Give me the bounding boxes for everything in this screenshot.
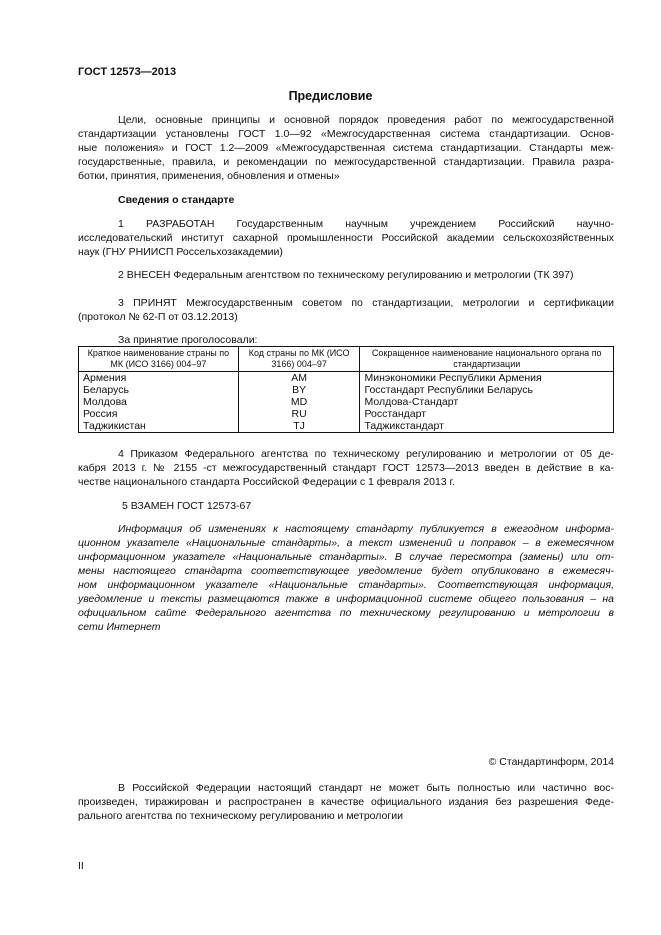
standards-body: Госстандарт Республики Беларусь: [360, 384, 614, 396]
item-1-line: исследовательский институт сахарной промышленности Российской академии сельскохозяйственных: [78, 232, 614, 244]
country-name: Россия: [79, 408, 239, 420]
notice-line: информационном указателе «Национальные стандарты». В случае пересмотра (замены) или от-: [78, 551, 614, 563]
table-row: [79, 372, 614, 385]
intro-line: стандартизации установлены ГОСТ 1.0—92 «Межгосударственная система стандартизации. Основ-: [78, 128, 614, 140]
item-4-line: честве национального стандарта Российской Федерации с 1 февраля 2013 г.: [78, 476, 456, 488]
country-code: TJ: [238, 420, 360, 433]
notice-line: сети Интернет: [78, 621, 161, 633]
vote-table: [78, 346, 614, 433]
intro-paragraph: [78, 113, 614, 183]
info-heading: Сведения о стандарте: [118, 194, 235, 206]
item-4-line: кабря 2013 г. № 2155 -ст межгосударственный стандарт ГОСТ 12573—2013 введен в действие в ка-: [78, 462, 614, 474]
page-title: Предисловие: [288, 89, 373, 103]
notice-line: мены настоящего стандарта соответствующее уведомление будет опубликовано в ежемесяч-: [78, 565, 614, 577]
standards-body: Росстандарт: [360, 408, 614, 420]
item-5-paragraph: 5 ВЗАМЕН ГОСТ 12573-67: [122, 500, 252, 512]
table-row: [79, 396, 614, 408]
table-row: [79, 384, 614, 396]
standard-code-header: ГОСТ 12573—2013: [78, 66, 177, 78]
item-4-line: 4 Приказом Федерального агентства по техническому регулированию и метрологии от 05 де-: [118, 448, 614, 460]
intro-line: ные положения» и ГОСТ 1.2—2009 «Межгосударственная система стандартизации. Стандарты меж-: [78, 142, 614, 154]
table-row: [79, 408, 614, 420]
notice-line: ционном указателе «Национальные стандарты», а текст изменений и поправок – в ежемесячном: [78, 537, 614, 549]
item-1-line: 1 РАЗРАБОТАН Государственным научным учреждением Российский научно-: [118, 218, 614, 230]
standards-body: Таджикстандарт: [360, 420, 614, 433]
item-4-paragraph: [78, 447, 614, 489]
table-row: [79, 420, 614, 433]
header-country-name: Краткое наименование страны по МК (ИСО 3166) 004–97: [79, 347, 239, 372]
intro-line: Цели, основные принципы и основной порядок проведения работ по межгосударственной: [118, 114, 614, 126]
country-name: Армения: [79, 372, 239, 385]
standards-body: Минэкономики Республики Армения: [360, 372, 614, 385]
item-1-paragraph: [78, 217, 614, 259]
country-name: Молдова: [79, 396, 239, 408]
country-code: MD: [238, 396, 360, 408]
restriction-line: произведен, тиражирован и распространен в качестве официального издания без разрешения Феде-: [78, 796, 614, 808]
header-country-code: Код страны по МК (ИСО 3166) 004–97: [238, 347, 360, 372]
intro-line: ботки, принятия, применения, обновления и отмены»: [78, 170, 340, 182]
intro-line: государственные, правила, и рекомендации по межгосударственной стандартизации. Правила разра-: [78, 156, 614, 168]
amendments-notice: [78, 522, 614, 634]
notice-line: ном информационном указателе «Национальные стандарты». Соответствующая информация,: [78, 579, 614, 591]
country-code: RU: [238, 408, 360, 420]
notice-line: Информация об изменениях к настоящему стандарту публикуется в ежегодном информа-: [118, 523, 614, 535]
restriction-line: рального агентства по техническому регулированию и метрологии: [78, 810, 403, 822]
item-1-line: наук (ГНУ РНИИСП Россельхозакадемии): [78, 246, 283, 258]
item-3-line: 3 ПРИНЯТ Межгосударственным советом по стандартизации, метрологии и сертификации: [118, 297, 614, 309]
notice-line: официальном сайте Федерального агентства по техническому регулированию и метрологии в: [78, 607, 614, 619]
item-2-line: 2 ВНЕСЕН Федеральным агентством по техническому регулированию и метрологии (ТК 397): [118, 269, 574, 281]
reproduction-restriction: [78, 781, 614, 823]
header-standards-body: Сокращенное наименование национального органа по стандартизации: [360, 347, 614, 372]
country-name: Беларусь: [79, 384, 239, 396]
copyright-notice: © Стандартинформ, 2014: [488, 756, 614, 768]
standards-body: Молдова-Стандарт: [360, 396, 614, 408]
page-number: II: [78, 860, 84, 872]
vote-table-header-row: [79, 347, 614, 372]
notice-line: уведомление и тексты размещаются также в информационной системе общего пользования – на: [78, 593, 614, 605]
country-name: Таджикистан: [79, 420, 239, 433]
item-3-line: (протокол № 62-П от 03.12.2013): [78, 311, 238, 323]
item-2-paragraph: [78, 268, 614, 282]
country-code: AM: [238, 372, 360, 385]
item-3-paragraph: [78, 296, 614, 324]
restriction-line: В Российской Федерации настоящий стандарт не может быть полностью или частично вос-: [118, 782, 614, 794]
country-code: BY: [238, 384, 360, 396]
vote-caption: За принятие проголосовали:: [118, 334, 258, 346]
